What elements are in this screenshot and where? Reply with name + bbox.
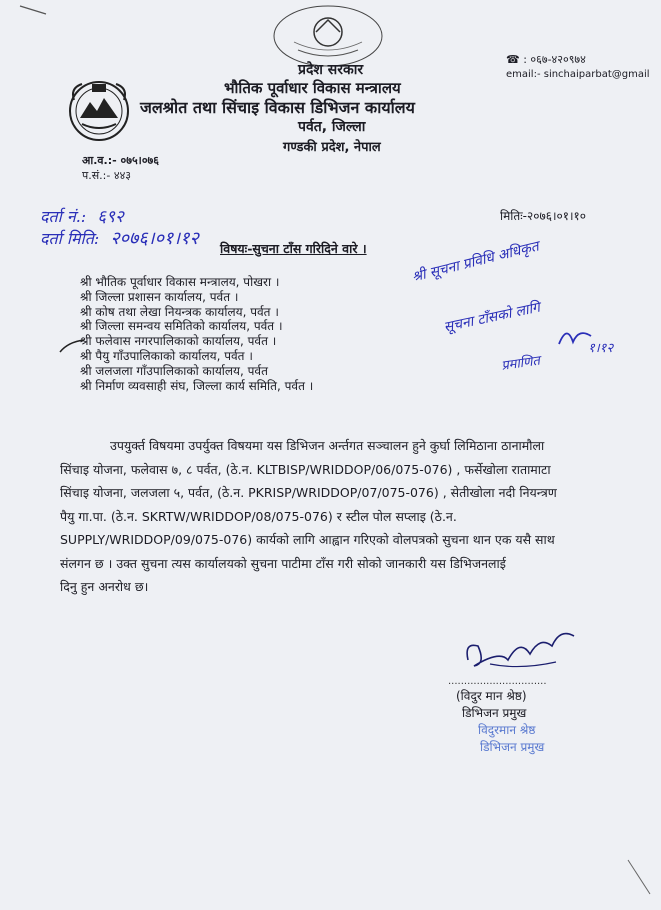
handwritten-note-date: १।१२ xyxy=(588,341,614,356)
contact-email: email:- sinchaiparbat@gmail xyxy=(506,69,650,80)
scan-mark xyxy=(18,2,48,16)
subject-line: विषयः-सुचना टाँस गरिदिने वारे । xyxy=(220,241,367,256)
government-emblem-logo xyxy=(66,78,132,144)
list-item: श्री जलजला गाँउपालिकाको कार्यालय, पर्वत xyxy=(80,363,268,378)
signatory-title: डिभिजन प्रमुख xyxy=(462,706,527,720)
darta-number-value: ६९२ xyxy=(97,207,124,227)
body-line: SUPPLY/WRIDDOP/09/075-076) कार्यको लागि आह्वान गरिएको वोलपत्रको सुचना थान एक यसै साथ xyxy=(60,532,555,547)
scan-mark xyxy=(624,858,654,898)
darta-date xyxy=(40,226,199,250)
list-item: श्री जिल्ला प्रशासन कार्यालय, पर्वत । xyxy=(80,289,239,304)
handwritten-note-line3: प्रमाणित xyxy=(500,353,541,374)
fiscal-year: आ.व.:- ०७५।०७६ xyxy=(82,154,159,167)
list-item: श्री पैयु गाँउपालिकाको कार्यालय, पर्वत । xyxy=(80,348,253,363)
stamp-name: विदुरमान श्रेष्ठ xyxy=(478,723,536,737)
contact-phone xyxy=(506,52,586,67)
body-line: दिनु हुन अनरोध छ। xyxy=(60,579,149,594)
letter-date: मितिः-२०७६।०१।१० xyxy=(500,209,587,223)
letterhead-office: जलश्रोत तथा सिंचाइ विकास डिभिजन कार्यालय xyxy=(140,98,415,117)
letterhead-ministry: भौतिक पूर्वाधार विकास मन्त्रालय xyxy=(224,79,401,97)
check-mark-icon xyxy=(58,338,86,360)
darta-number-label: दर्ता नं.: xyxy=(40,207,87,226)
body-line: सिंचाइ योजना, जलजला ५, पर्वत, (ठे.न. PKRISP/WRIDDOP/07/075-076) , सेतीखोला नदी नियन्त्रण xyxy=(60,485,557,500)
letterhead-district: पर्वत, जिल्ला xyxy=(298,119,366,135)
handwritten-note-line1: श्री सूचना प्रविधि अधिकृत xyxy=(410,238,541,286)
body-line: सिंचाइ योजना, फलेवास ७, ८ पर्वत, (ठे.न. KLTBISP/WRIDDOP/06/075-076) , फर्सेखोला रातामाटा xyxy=(60,461,551,477)
letterhead-state: गण्डकी प्रदेश, नेपाल xyxy=(283,140,381,155)
signature-scribble xyxy=(460,620,580,676)
darta-date-label: दर्ता मिति: xyxy=(40,229,100,248)
darta-date-value: २०७६।०१।१२ xyxy=(110,228,199,249)
handwritten-note-line2: सूचना टाँसको लागि xyxy=(442,299,542,336)
stamp-title: डिभिजन प्रमुख xyxy=(480,740,545,754)
list-item: श्री कोष तथा लेखा नियन्त्रक कार्यालय, पर्वत । xyxy=(80,304,279,319)
darta-number xyxy=(40,204,124,227)
letterhead-province: प्रदेश सरकार xyxy=(298,62,364,78)
phone-icon: ☎ : xyxy=(506,53,531,66)
letter-number: प.सं.:- ४४३ xyxy=(82,169,132,182)
signatory-name: (विदुर मान श्रेष्ठ) xyxy=(456,689,527,703)
list-item: श्री फलेवास नगरपालिकाको कार्यालय, पर्वत । xyxy=(80,334,277,349)
body-paragraph xyxy=(60,434,620,599)
list-item: श्री निर्माण व्यवसाही संघ, जिल्ला कार्य समिति, पर्वत । xyxy=(80,378,314,393)
body-line: उपयुर्क्त विषयमा उपर्युक्त विषयमा यस डिभिजन अर्न्तगत सञ्चालन हुने कुर्घा लिमिठाना ठानामौला xyxy=(110,438,545,453)
body-line: संलगन छ । उक्त सुचना त्यस कार्यालयको सुचना पाटीमा टाँस गरी सोको जानकारी यस डिभिजनलाई xyxy=(60,555,506,571)
phone-number: ०६७-४२०९७४ xyxy=(530,53,586,66)
body-line: पैयु गा.पा. (ठे.न. SKRTW/WRIDDOP/08/075-076) र स्टील पोल सप्लाइ (ठे.न. xyxy=(60,508,457,524)
handwritten-initial-icon xyxy=(555,322,595,352)
signature-dots: ............................... xyxy=(448,676,547,687)
list-item: श्री जिल्ला समन्वय समितिको कार्यालय, पर्वत । xyxy=(80,319,283,334)
list-item: श्री भौतिक पूर्वाधार विकास मन्त्रालय, पोखरा । xyxy=(80,275,280,289)
recipient-list xyxy=(80,275,313,393)
